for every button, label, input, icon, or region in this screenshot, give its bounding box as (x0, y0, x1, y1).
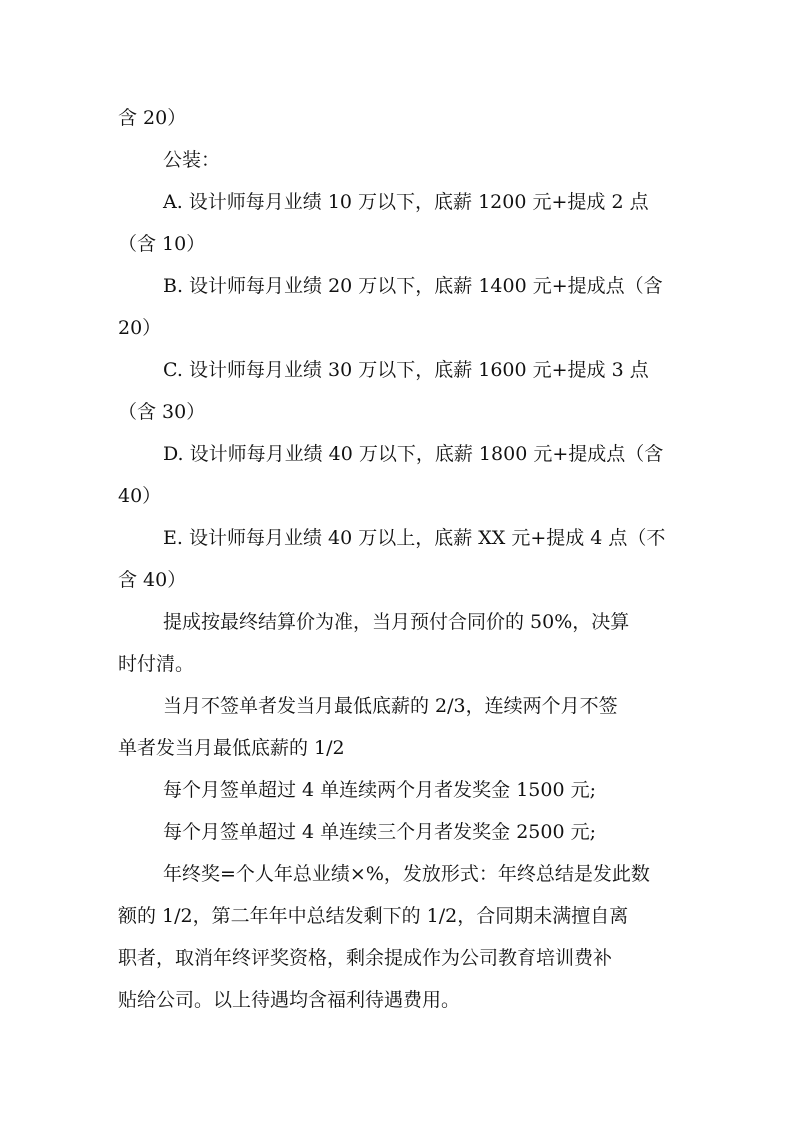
item-d-line-2: 40） (118, 485, 162, 507)
no-contract-paragraph-line-2: 单者发当月最低底薪的 1/2 (118, 737, 345, 759)
year-end-bonus-line-4: 贴给公司。以上待遇均含福利待遇费用。 (118, 989, 461, 1011)
item-c-line-2: （含 30） (118, 401, 206, 423)
no-contract-paragraph-line-1: 当月不签单者发当月最低底薪的 2/3，连续两个月不签 (163, 695, 618, 717)
item-a-line-1: A. 设计师每月业绩 10 万以下，底薪 1200 元+提成 2 点 (163, 191, 649, 213)
commission-paragraph-line-1: 提成按最终结算价为准，当月预付合同价的 50%，决算 (163, 611, 630, 633)
bonus-two-months-line: 每个月签单超过 4 单连续两个月者发奖金 1500 元; (163, 779, 597, 801)
year-end-bonus-line-3: 职者，取消年终评奖资格，剩余提成作为公司教育培训费补 (118, 947, 613, 969)
item-e-line-1: E. 设计师每月业绩 40 万以上，底薪 XX 元+提成 4 点（不 (163, 527, 666, 549)
item-e-line-2: 含 40） (118, 569, 187, 591)
section-heading-public-decoration: 公装： (163, 149, 221, 171)
bonus-three-months-line: 每个月签单超过 4 单连续三个月者发奖金 2500 元; (163, 821, 597, 843)
item-a-line-2: （含 10） (118, 233, 206, 255)
item-b-line-1: B. 设计师每月业绩 20 万以下，底薪 1400 元+提成点（含 (163, 275, 663, 297)
item-c-line-1: C. 设计师每月业绩 30 万以下，底薪 1600 元+提成 3 点 (163, 359, 649, 381)
year-end-bonus-line-2: 额的 1/2，第二年年中总结发剩下的 1/2，合同期未满擅自离 (118, 905, 629, 927)
item-d-line-1: D. 设计师每月业绩 40 万以下，底薪 1800 元+提成点（含 (163, 443, 664, 465)
year-end-bonus-line-1: 年终奖=个人年总业绩×%，发放形式：年终总结是发此数 (163, 863, 650, 885)
commission-paragraph-line-2: 时付清。 (118, 653, 195, 675)
text-line-continuation: 含 20） (118, 107, 187, 129)
item-b-line-2: 20） (118, 317, 162, 339)
